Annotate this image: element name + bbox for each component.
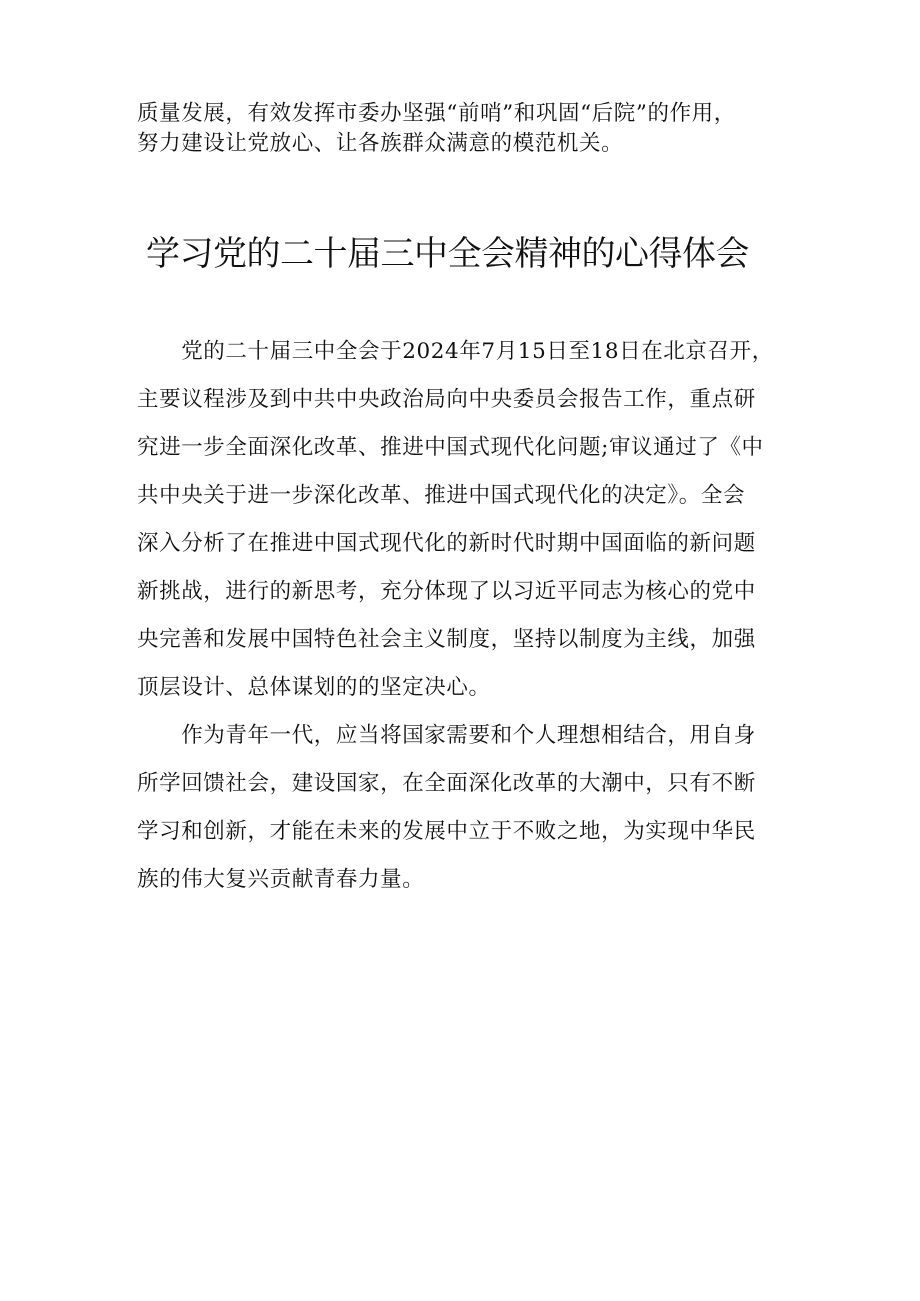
paragraph1-line-2: 主要议程涉及到中共中央政治局向中央委员会报告工作，重点研 — [137, 387, 756, 412]
paragraph1-line-5: 深入分析了在推进中国式现代化的新时代时期中国面临的新问题 — [137, 531, 756, 556]
intro-line-2: 努力建设让党放心、让各族群众满意的模范机关。 — [137, 131, 624, 156]
paragraph1-line-8: 顶层设计、总体谋划的的坚定决心。 — [137, 675, 491, 700]
paragraph2-line-1: 作为青年一代，应当将国家需要和个人理想相结合，用自身 — [137, 723, 756, 748]
paragraph1-line-7: 央完善和发展中国特色社会主义制度，坚持以制度为主线，加强 — [137, 627, 756, 652]
paragraph2-line-2: 所学回馈社会，建设国家，在全面深化改革的大潮中，只有不断 — [137, 771, 756, 796]
paragraph1-line-3: 究进一步全面深化改革、推进中国式现代化问题;审议通过了《中 — [137, 435, 764, 460]
document-title: 学习党的二十届三中全会精神的心得体会 — [146, 234, 749, 274]
paragraph1-line-1: 党的二十届三中全会于2024年7月15日至18日在北京召开， — [137, 339, 774, 364]
paragraph2-line-3: 学习和创新，才能在未来的发展中立于不败之地，为实现中华民 — [137, 819, 756, 844]
paragraph1-line-6: 新挑战，进行的新思考，充分体现了以习近平同志为核心的党中 — [137, 579, 756, 604]
paragraph1-line-4: 共中央关于进一步深化改革、推进中国式现代化的决定》。全会 — [137, 483, 746, 508]
paragraph2-line-4: 族的伟大复兴贡献青春力量。 — [137, 867, 425, 892]
intro-line-1: 质量发展，有效发挥市委办坚强“前哨”和巩固“后院”的作用， — [137, 101, 736, 126]
